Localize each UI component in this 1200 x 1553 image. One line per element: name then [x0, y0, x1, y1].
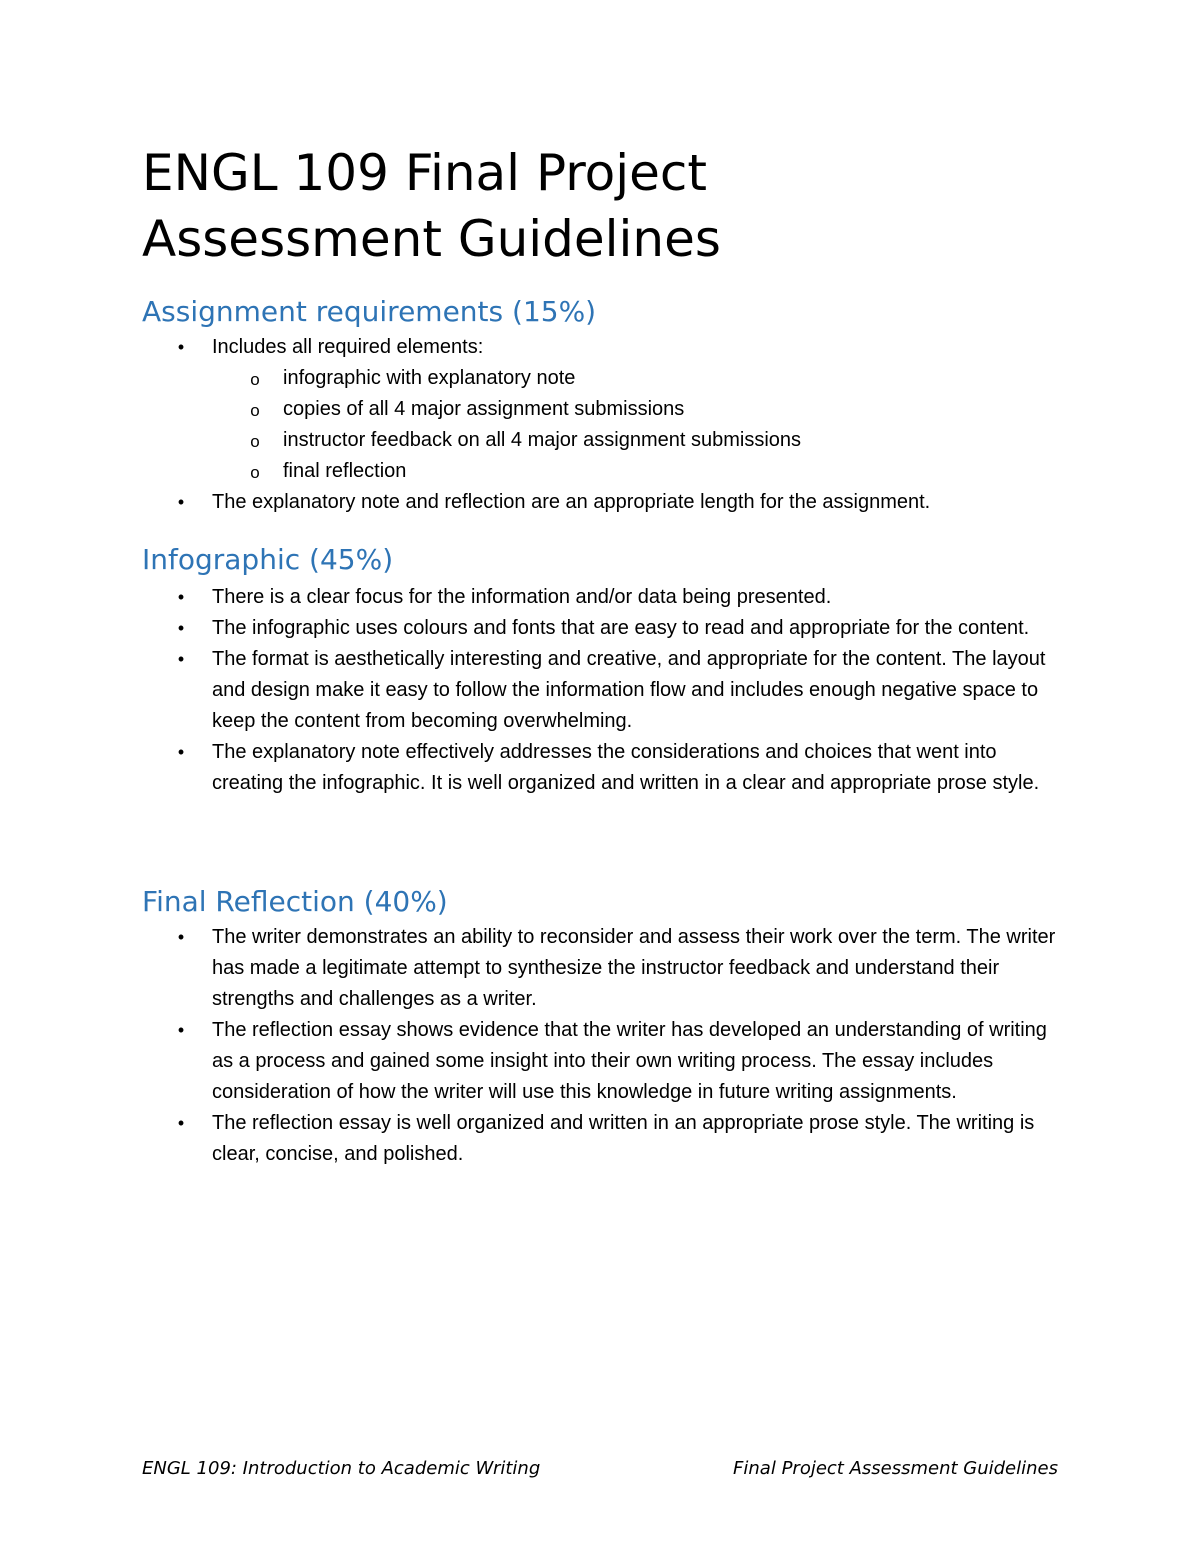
list-item [0, 613, 1060, 644]
bullet-icon: • [177, 1113, 185, 1133]
list-item-text: The explanatory note effectively addresses the considerations and choices that went into creating the infographic. It is well organized and written in a clear and appropriate prose style. [212, 741, 1040, 794]
bullet-icon: • [177, 337, 185, 357]
sub-list-item-text: copies of all 4 major assignment submissions [283, 398, 685, 420]
list-item-text: There is a clear focus for the information and/or data being presented. [212, 586, 832, 608]
list-item [0, 1015, 1060, 1108]
sub-bullet-icon: o [250, 401, 260, 420]
bullet-icon: • [177, 927, 185, 947]
list-item-text: The writer demonstrates an ability to reconsider and assess their work over the term. The writer has made a legitimate attempt to synthesize the instructor feedback and understand their strengths and challenges as a writer. [212, 926, 1056, 1010]
list-item [0, 1108, 1060, 1170]
sub-list-item-text: infographic with explanatory note [283, 367, 576, 389]
list-item-text: The reflection essay is well organized and written in an appropriate prose style. The writing is clear, concise, and polished. [212, 1112, 1035, 1165]
bullet-icon: • [177, 649, 185, 669]
sub-list-item [0, 394, 1060, 425]
list-item [0, 922, 1060, 1015]
title-line-1: ENGL 109 Final Project [142, 144, 708, 202]
title-line-2: Assessment Guidelines [142, 210, 721, 268]
sub-bullet-icon: o [250, 432, 260, 451]
list-item-text: Includes all required elements: [212, 336, 484, 358]
infographic-list [0, 582, 1060, 799]
bullet-icon: • [177, 1020, 185, 1040]
list-item [0, 582, 1060, 613]
section-heading-assignment-requirements: Assignment requirements (15%) [142, 295, 597, 328]
section-heading-final-reflection: Final Reflection (40%) [142, 885, 448, 918]
section-heading-infographic: Infographic (45%) [142, 543, 394, 576]
list-item [0, 487, 1060, 518]
sub-list-item-text: instructor feedback on all 4 major assignment submissions [283, 429, 802, 451]
sub-list-item-text: final reflection [283, 460, 407, 482]
footer-document-name: Final Project Assessment Guidelines [733, 1458, 1058, 1479]
bullet-icon: • [177, 742, 185, 762]
list-item-text: The reflection essay shows evidence that the writer has developed an understanding of writing as a process and gained some insight into their own writing process. The essay includes consideration of how the writer will use this knowledge in future writing assignments. [212, 1019, 1047, 1103]
sub-bullet-icon: o [250, 463, 260, 482]
list-item-text: The infographic uses colours and fonts that are easy to read and appropriate for the content. [212, 617, 1030, 639]
list-item-text: The explanatory note and reflection are an appropriate length for the assignment. [212, 491, 931, 513]
sub-bullet-icon: o [250, 370, 260, 389]
bullet-icon: • [177, 618, 185, 638]
bullet-icon: • [177, 492, 185, 512]
sub-list-item [0, 363, 1060, 394]
assignment-requirements-list [0, 332, 1060, 518]
final-reflection-list [0, 922, 1060, 1170]
footer-course-name: ENGL 109: Introduction to Academic Writing [142, 1458, 541, 1479]
sub-list-item [0, 425, 1060, 456]
list-item [0, 644, 1060, 737]
bullet-icon: • [177, 587, 185, 607]
sub-list-item [0, 456, 1060, 487]
list-item [0, 737, 1060, 799]
document-title [142, 140, 1062, 272]
list-item [0, 332, 1060, 363]
list-item-text: The format is aesthetically interesting and creative, and appropriate for the content. The layout and design make it easy to follow the information flow and includes enough negative space to keep the content from becoming overwhelming. [212, 648, 1046, 732]
